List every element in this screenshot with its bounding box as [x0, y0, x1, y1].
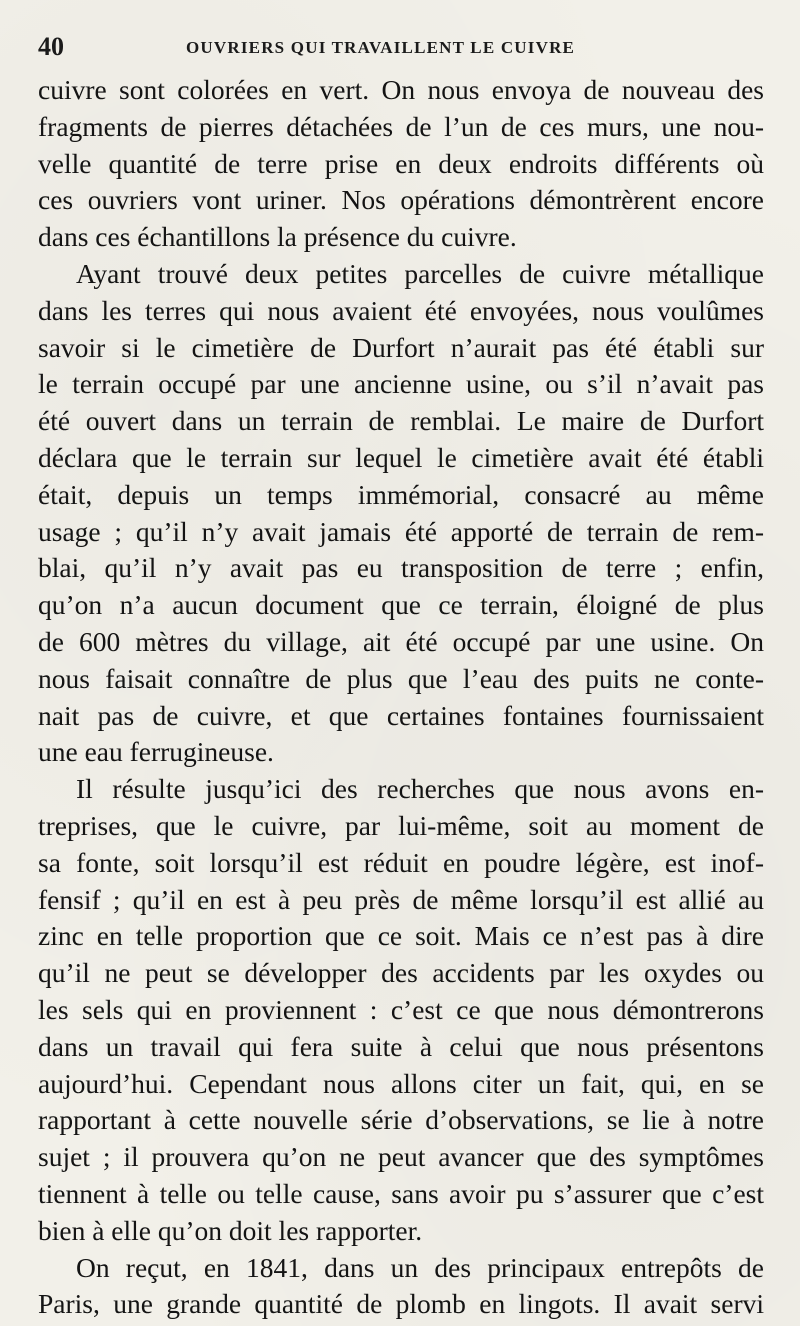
text-line: fragments de pierres détachées de l’un de ces murs, une nou- [38, 110, 764, 142]
running-title: OUVRIERS QUI TRAVAILLENT LE CUIVRE [186, 38, 576, 57]
text-line: déclara que le terrain sur lequel le cimetière avait été établi [38, 441, 764, 473]
text-line: tiennent à telle ou telle cause, sans avoir pu s’assurer que c’est [38, 1177, 764, 1209]
text-line: treprises, que le cuivre, par lui-même, soit au moment de [38, 809, 764, 841]
text-line: blai, qu’il n’y avait pas eu transposition de terre ; enfin, [38, 552, 764, 584]
text-line: dans ces échantillons la présence du cuivre. [38, 221, 517, 253]
text-line: qu’on n’a aucun document que ce terrain, éloigné de plus [38, 589, 764, 621]
text-line: de 600 mètres du village, ait été occupé par une usine. On [38, 625, 764, 657]
text-line: velle quantité de terre prise en deux endroits différents où [38, 147, 764, 179]
text-line: le terrain occupé par une ancienne usine, ou s’il n’avait pas [38, 368, 764, 400]
text-line-paragraph-start: Ayant trouvé deux petites parcelles de cuivre métallique [76, 257, 764, 289]
text-line: nous faisait connaître de plus que l’eau des puits ne conte- [38, 662, 764, 694]
text-line: usage ; qu’il n’y avait jamais été apporté de terrain de rem- [38, 515, 764, 547]
text-line: les sels qui en proviennent : c’est ce que nous démontrerons [38, 993, 764, 1025]
text-line: dans les terres qui nous avaient été envoyées, nous voulûmes [38, 294, 764, 326]
text-line-paragraph-start: Il résulte jusqu’ici des recherches que nous avons en- [76, 773, 764, 805]
page-number: 40 [38, 32, 64, 61]
text-line: sujet ; il prouvera qu’on ne peut avancer que des symptômes [38, 1141, 764, 1173]
text-line: savoir si le cimetière de Durfort n’aurait pas été établi sur [38, 331, 764, 363]
text-line: ces ouvriers vont uriner. Nos opérations démontrèrent encore [38, 184, 764, 216]
text-line: nait pas de cuivre, et que certaines fontaines fournissaient [38, 699, 764, 731]
text-line: zinc en telle proportion que ce soit. Mais ce n’est pas à dire [38, 920, 764, 952]
body-text [38, 72, 764, 1323]
text-line: était, depuis un temps immémorial, consacré au même [38, 478, 764, 510]
text-line: dans un travail qui fera suite à celui que nous présentons [38, 1030, 764, 1062]
text-line: fensif ; qu’il en est à peu près de même lorsqu’il est allié au [38, 883, 764, 915]
page-header [38, 32, 768, 62]
text-line: sa fonte, soit lorsqu’il est réduit en poudre légère, est inof- [38, 846, 764, 878]
text-line: bien à elle qu’on doit les rapporter. [38, 1214, 423, 1246]
text-line: été ouvert dans un terrain de remblai. Le maire de Durfort [38, 405, 764, 437]
text-line: une eau ferrugineuse. [38, 736, 274, 768]
text-line: rapportant à cette nouvelle série d’observations, se lie à notre [38, 1104, 764, 1136]
text-line: aujourd’hui. Cependant nous allons citer un fait, qui, en se [38, 1067, 764, 1099]
text-line-paragraph-start: On reçut, en 1841, dans un des principaux entrepôts de [76, 1251, 764, 1283]
text-line: cuivre sont colorées en vert. On nous envoya de nouveau des [38, 74, 764, 105]
text-line: qu’il ne peut se développer des accidents par les oxydes ou [38, 957, 764, 989]
text-line: Paris, une grande quantité de plomb en lingots. Il avait servi [38, 1288, 764, 1320]
